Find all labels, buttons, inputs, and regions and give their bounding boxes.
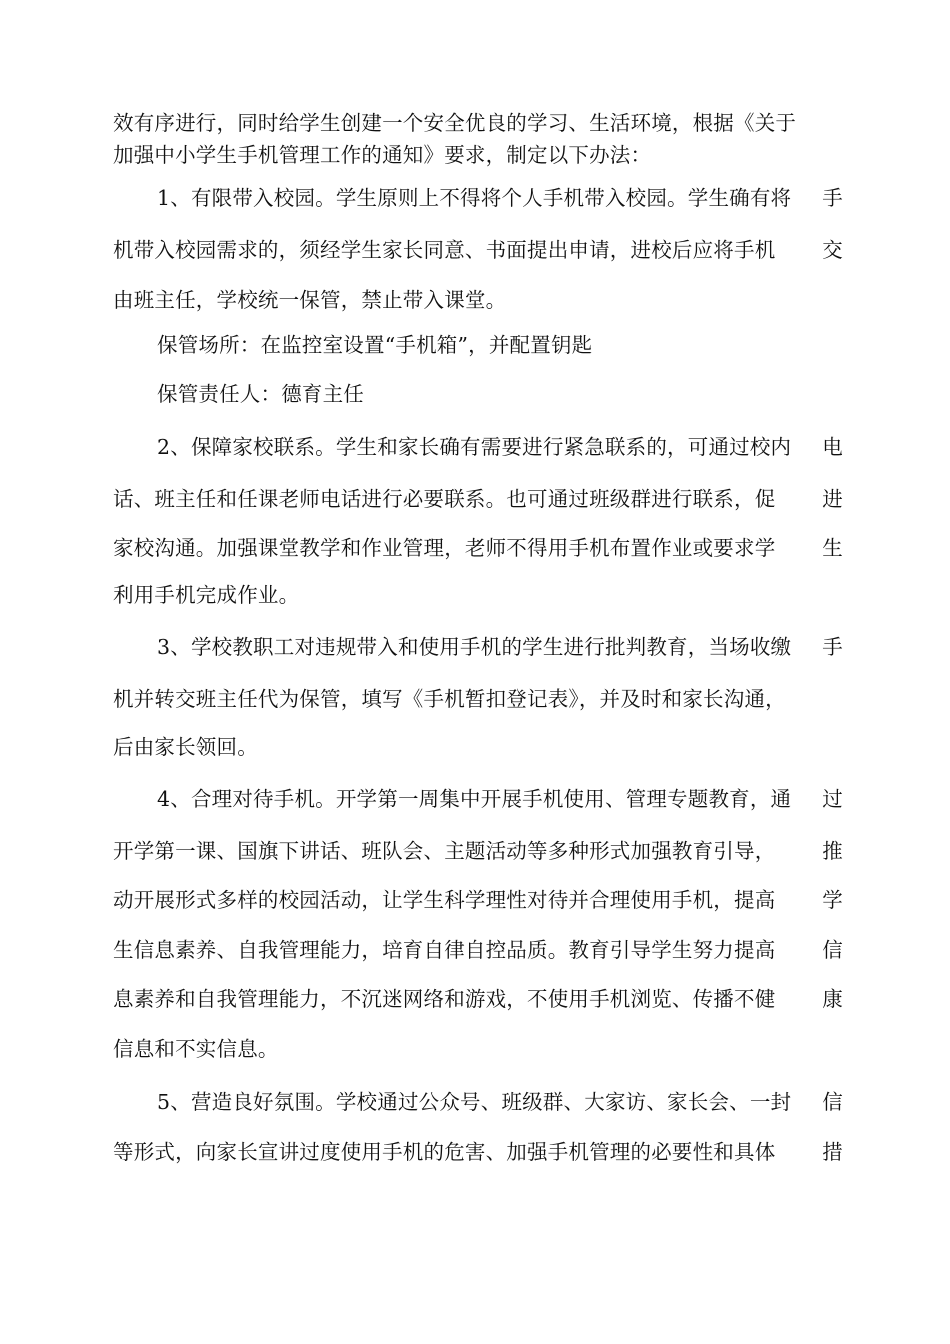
line-text: 话、班主任和任课老师电话进行必要联系。也可通过班级群进行联系，促 [113, 487, 776, 511]
item3-line [157, 634, 843, 660]
line-tail: 康 [822, 987, 843, 1011]
line-text: 3、学校教职工对违规带入和使用手机的学生进行批判教育，当场收缴 [157, 635, 792, 659]
line-text: 动开展形式多样的校园活动，让学生科学理性对待并合理使用手机，提高 [113, 888, 776, 912]
storage-person: 保管责任人：德育主任 [157, 382, 364, 406]
line-tail: 生 [822, 536, 843, 560]
item4-line [113, 887, 843, 913]
item2-line [157, 434, 843, 460]
line-tail: 手 [822, 635, 843, 659]
item4-line [113, 1036, 843, 1062]
line-tail: 手 [822, 186, 843, 210]
item4-line [113, 986, 843, 1012]
item4-line [157, 786, 843, 812]
line-text: 1、有限带入校园。学生原则上不得将个人手机带入校园。学生确有将 [157, 186, 792, 210]
line-text: 等形式，向家长宣讲过度使用手机的危害、加强手机管理的必要性和具体 [113, 1140, 776, 1164]
item1-line [157, 185, 843, 211]
line-tail: 信 [822, 938, 843, 962]
line-tail: 电 [822, 435, 843, 459]
item1-line [113, 237, 843, 263]
intro-line: 效有序进行，同时给学生创建一个安全优良的学习、生活环境，根据《关于 [113, 111, 797, 135]
item3-line [113, 734, 843, 760]
item5-line [113, 1139, 843, 1165]
line-tail: 学 [822, 888, 843, 912]
line-text: 生信息素养、自我管理能力，培育自律自控品质。教育引导学生努力提高 [113, 938, 776, 962]
storage-place: 保管场所：在监控室设置“手机箱”，并配置钥匙 [157, 333, 593, 357]
line-tail: 措 [822, 1140, 843, 1164]
item2-line [113, 582, 843, 608]
item5-line [157, 1089, 843, 1115]
line-text: 5、营造良好氛围。学校通过公众号、班级群、大家访、家长会、一封 [157, 1090, 792, 1114]
line-text: 机并转交班主任代为保管，填写《手机暂扣登记表》，并及时和家长沟通， [113, 687, 786, 711]
line-text: 息素养和自我管理能力，不沉迷网络和游戏，不使用手机浏览、传播不健 [113, 987, 776, 1011]
item4-line [113, 838, 843, 864]
line-text: 4、合理对待手机。开学第一周集中开展手机使用、管理专题教育，通 [157, 787, 792, 811]
line-text: 开学第一课、国旗下讲话、班队会、主题活动等多种形式加强教育引导， [113, 839, 776, 863]
item1-line [113, 287, 843, 313]
line-tail: 进 [822, 487, 843, 511]
item3-line [113, 686, 843, 712]
item2-line [113, 535, 843, 561]
line-text: 机带入校园需求的，须经学生家长同意、书面提出申请，进校后应将手机 [113, 238, 776, 262]
line-text: 家校沟通。加强课堂教学和作业管理，老师不得用手机布置作业或要求学 [113, 536, 776, 560]
line-tail: 交 [822, 238, 843, 262]
item4-line [113, 937, 843, 963]
line-text: 后由家长领回。 [113, 735, 258, 759]
line-text: 2、保障家校联系。学生和家长确有需要进行紧急联系的，可通过校内 [157, 435, 792, 459]
line-text: 利用手机完成作业。 [113, 583, 300, 607]
item2-line [113, 486, 843, 512]
line-tail: 推 [822, 839, 843, 863]
line-tail: 过 [822, 787, 843, 811]
line-tail: 信 [822, 1090, 843, 1114]
intro-line: 加强中小学生手机管理工作的通知》要求，制定以下办法： [113, 143, 652, 167]
line-text: 由班主任，学校统一保管，禁止带入课堂。 [113, 288, 507, 312]
line-text: 信息和不实信息。 [113, 1037, 279, 1061]
